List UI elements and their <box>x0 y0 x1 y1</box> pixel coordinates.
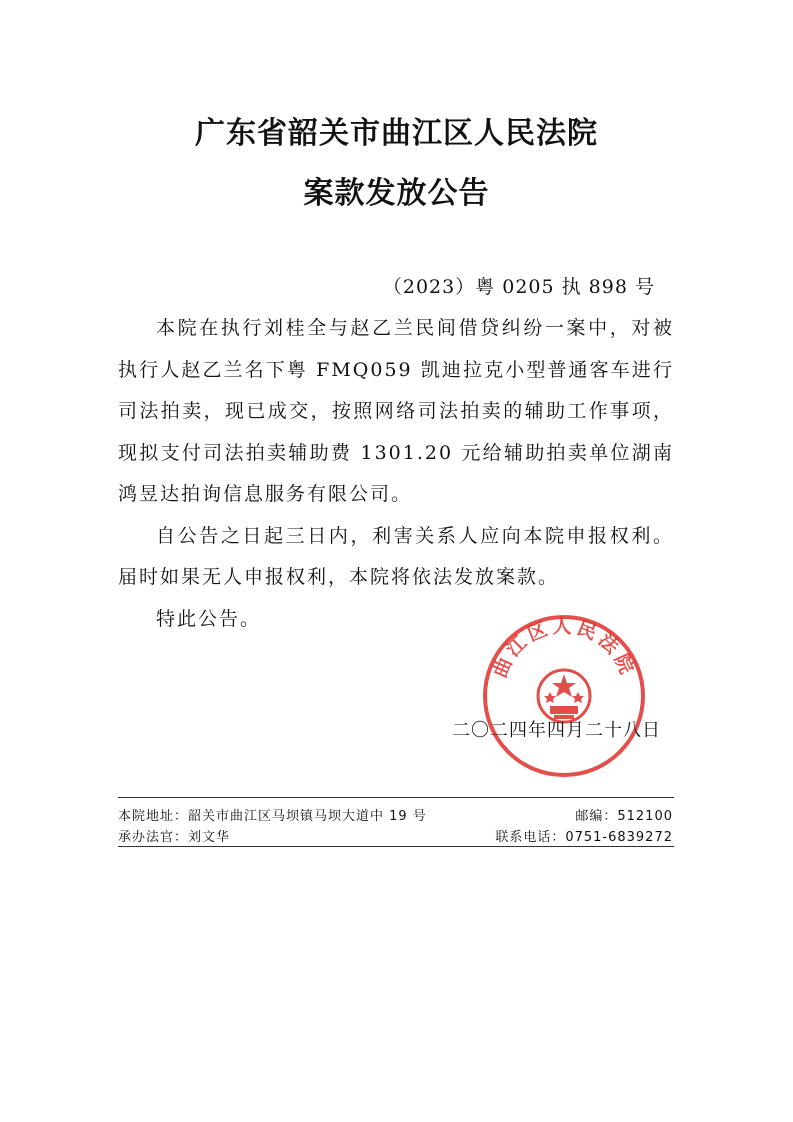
body-paragraph-3: 特此公告。 <box>156 607 262 630</box>
footer-bottom-divider <box>118 846 674 847</box>
body-paragraph-2: 自公告之日起三日内，利害关系人应向本院申报权利。届时如果无人申报权利，本院将依法发放案款。 <box>118 524 674 588</box>
postcode: 邮编：512100 <box>575 809 673 824</box>
notice-body <box>118 308 674 640</box>
presiding-judge: 承办法官：刘文华 <box>118 830 231 845</box>
body-paragraph-1: 本院在执行刘桂全与赵乙兰民间借贷纠纷一案中，对被执行人赵乙兰名下粤 FMQ059 凯迪拉克小型普通客车进行司法拍卖，现已成交，按照网络司法拍卖的辅助工作事项，现拟支付司法拍卖辅助费 1301.20 元给辅助拍卖单位湖南鸿昱达拍询信息服务有限公司。 <box>118 317 674 505</box>
case-number: （2023）粤 0205 执 898 号 <box>382 276 655 298</box>
court-name-title: 广东省韶关市曲江区人民法院 <box>195 116 598 151</box>
court-address: 本院地址：韶关市曲江区马坝镇马坝大道中 19 号 <box>118 809 427 824</box>
national-emblem-icon <box>538 670 590 722</box>
footer-top-divider <box>118 797 674 798</box>
court-seal-stamp <box>480 612 648 780</box>
notice-title: 案款发放公告 <box>303 176 490 211</box>
contact-phone: 联系电话：0751-6839272 <box>495 830 673 845</box>
seal-text: 曲江区人民法院 <box>488 615 640 681</box>
notice-date: 二〇二四年四月二十八日 <box>452 720 661 741</box>
